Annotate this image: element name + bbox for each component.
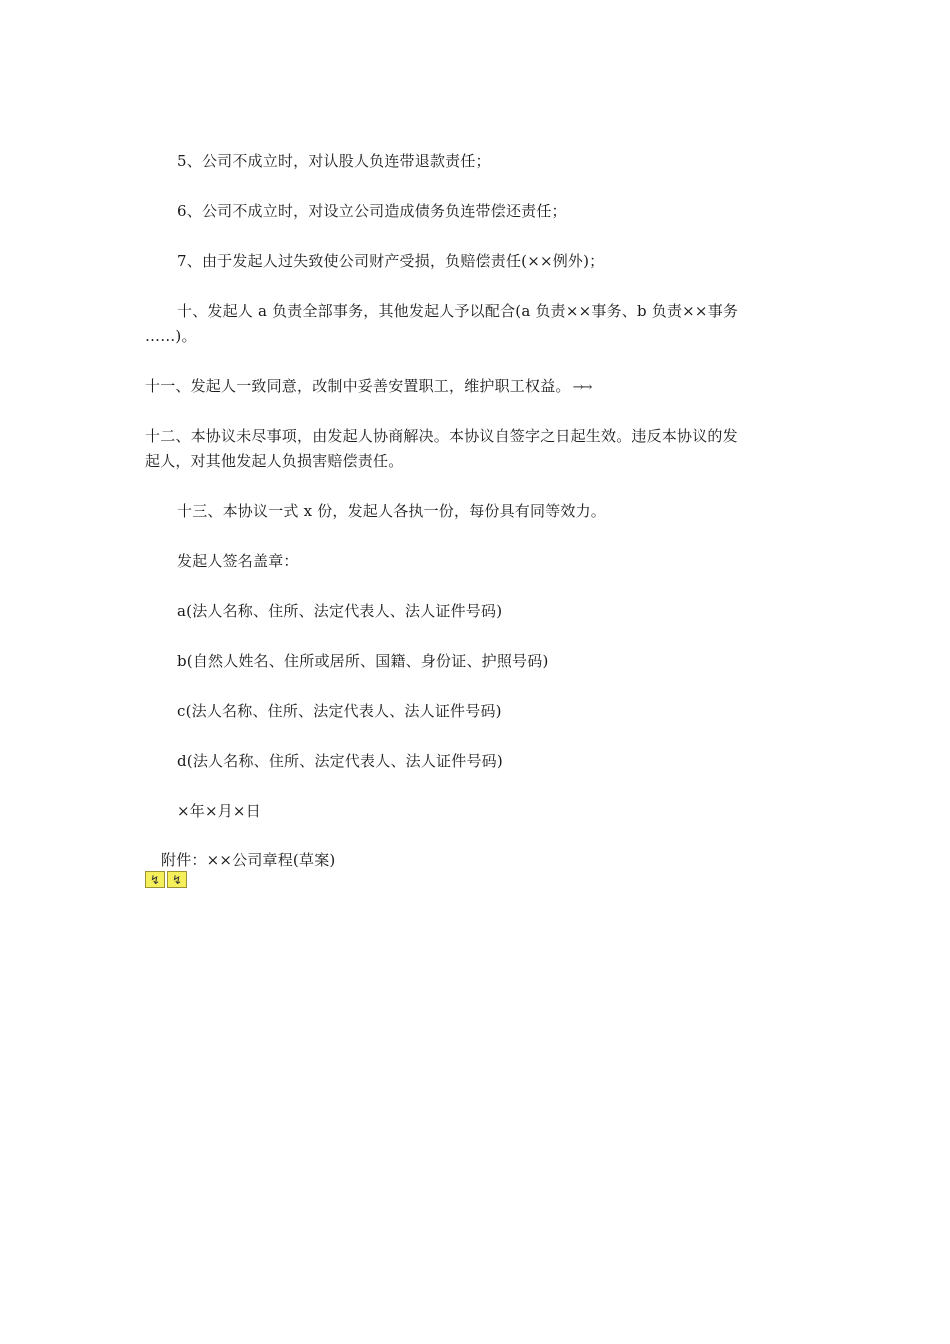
item-6: 6、公司不成立时，对设立公司造成债务负连带偿还责任； xyxy=(177,202,567,220)
document-link-icon[interactable]: ↯ xyxy=(145,871,165,888)
clause-12-line2: 起人，对其他发起人负损害赔偿责任。 xyxy=(145,452,404,470)
party-d: d(法人名称、住所、法定代表人、法人证件号码) xyxy=(177,752,503,770)
signature-heading: 发起人签名盖章： xyxy=(177,552,299,570)
clause-10-line1: 十、发起人 a 负责全部事务，其他发起人予以配合(a 负责××事务、b 负责××事务 xyxy=(177,302,739,320)
clause-12-line1: 十二、本协议未尽事项，由发起人协商解决。本协议自签字之日起生效。违反本协议的发 xyxy=(145,427,738,445)
clause-10-line2: ……)。 xyxy=(145,327,197,345)
party-a: a(法人名称、住所、法定代表人、法人证件号码) xyxy=(177,602,503,620)
clause-11 xyxy=(145,374,590,400)
clause-11-text: 十一、发起人一致同意，改制中妥善安置职工，维护职工权益。 xyxy=(145,377,571,395)
party-c: c(法人名称、住所、法定代表人、法人证件号码) xyxy=(177,702,502,720)
party-b: b(自然人姓名、住所或居所、国籍、身份证、护照号码) xyxy=(177,652,549,670)
clause-13: 十三、本协议一式 x 份，发起人各执一份，每份具有同等效力。 xyxy=(177,502,606,520)
date-line: ×年×月×日 xyxy=(177,802,261,820)
attachment-line: 附件：××公司章程(草案) xyxy=(161,851,336,869)
icon-row xyxy=(145,871,187,888)
item-5: 5、公司不成立时，对认股人负连带退款责任； xyxy=(177,152,491,170)
item-7: 7、由于发起人过失致使公司财产受损，负赔偿责任(××例外)； xyxy=(177,252,605,270)
document-link-icon[interactable]: ↯ xyxy=(167,871,187,888)
arrow-mark-icon: →→ xyxy=(572,380,591,395)
